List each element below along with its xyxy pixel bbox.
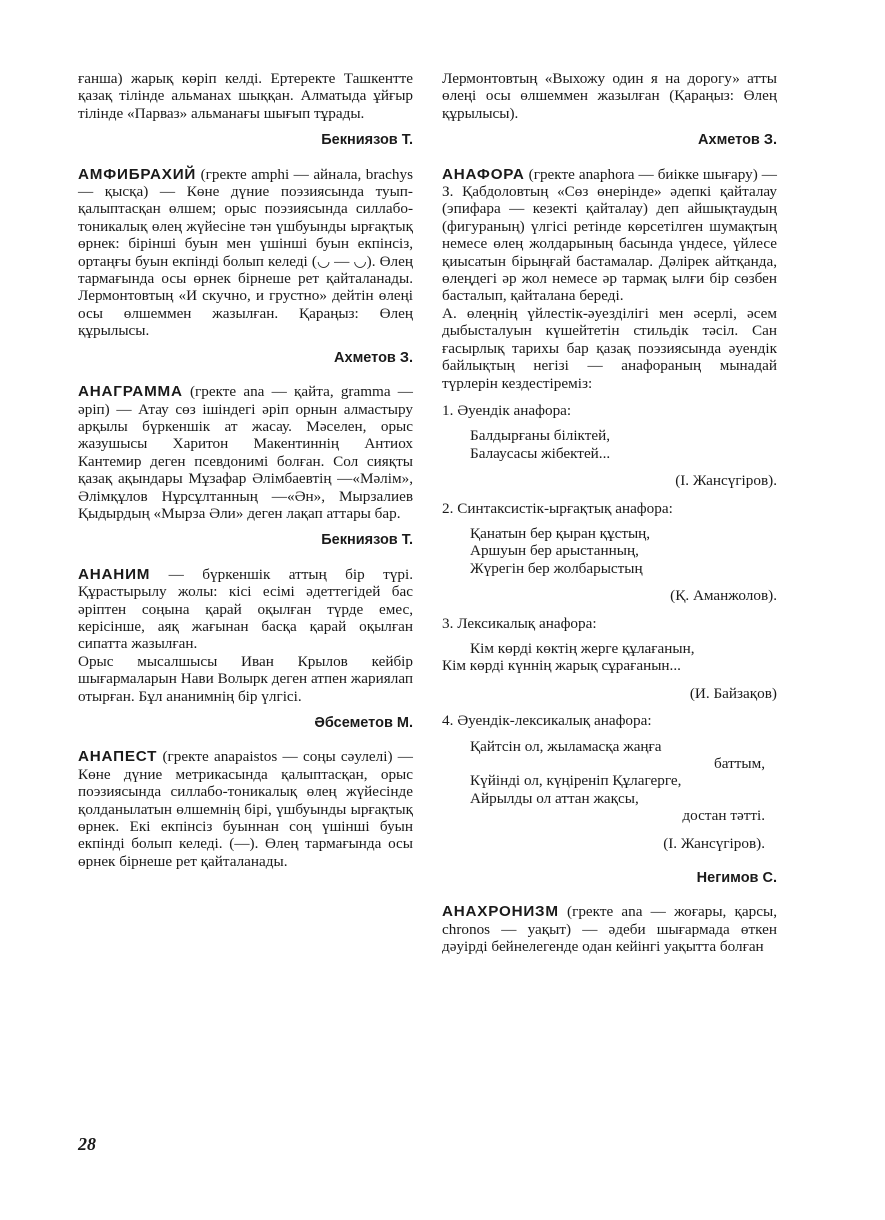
continued-paragraph: Лермонтовтың «Выхожу один я на дорогу» атты өлеңі осы өлшеммен жазылған (Қараңыз: Өлең құрылысы). — [442, 70, 777, 122]
verse-line: Қайтсін ол, жыламасқа жаңға — [470, 737, 662, 755]
entry-anachronism — [442, 903, 777, 955]
verse-quote-3 — [442, 640, 777, 675]
entry-text: (гректе anaphora — биікке шығару) — З. Қабдоловтың «Сөз өнерінде» әдепкі қайталау (эпифара — кезекті қайталау) деп айшықтаудың (фигураның) үлгісі ретінде көрсетілген шумақтың немесе өлең жолдарының басында үндесе, үйлесе қиысатын бірыңғай бастамалар. Дәлірек айтқанда, өлеңдегі әр жол немесе әр тармақ ылғи бір сөзбен басталып, қайталана береді. — [442, 165, 777, 305]
anaphora-type-1: 1. Әуендік анафора: — [442, 401, 572, 419]
verse-quote-1 — [470, 427, 777, 462]
entry-heading: АМФИБРАХИЙ — [78, 165, 197, 183]
verse-line: Күйінді ол, күңіреніп Құлагерге, — [470, 772, 682, 790]
author-signature: Әбсеметов М. — [314, 715, 413, 731]
verse-line: Кім көрді күннің жарық сұрағанын... — [442, 657, 681, 675]
verse-line: Балаусасы жібектей... — [470, 444, 611, 462]
verse-line: Жүрегін бер жолбарыстың — [470, 559, 643, 577]
author-signature: Бекниязов Т. — [321, 532, 413, 549]
entry-heading: АНАПЕСТ — [78, 748, 158, 766]
entry-ananim-cont: Орыс мысалшысы Иван Крылов кейбір шығармаларын Нави Волырк деген атпен жариялап отырған. Бұл ананимнің бір үлгісі. — [78, 652, 413, 705]
entry-text: (гректе anapaistos — соңы сәулелі) — Көне дүние метрикасында қалыптасқан, орыс поэзиясында силлабо-тоникалық өлең жүйесінде қолданылатын өлшемнің бірі, үшбуынды ырғақтық өрнек. Екі екпінсіз буыннан соң үшінші буын екпінді болып келеді. (—). Өлең тармағында осы өрнек бірнеше рет қайталанады. — [78, 748, 413, 870]
verse-line: Айрылды ол аттан жақсы, — [470, 789, 639, 807]
author-signature: Негимов С. — [696, 870, 777, 887]
verse-source: (И. Байзақов) — [689, 684, 777, 702]
anaphora-type-4: 4. Әуендік-лексикалық анафора: — [442, 712, 652, 730]
entry-anaphora — [442, 166, 777, 305]
entry-anagram — [78, 383, 413, 522]
verse-source: (І. Жансүгіров). — [663, 834, 765, 852]
verse-line: баттым, — [714, 755, 765, 772]
entry-heading: АНАНИМ — [78, 565, 151, 583]
verse-line: Қанатын бер қыран құстың, — [470, 524, 651, 542]
verse-quote-4 — [470, 738, 777, 825]
anaphora-type-2: 2. Синтаксистік-ырғақтық анафора: — [442, 499, 673, 517]
entry-heading: АНАФОРА — [442, 165, 525, 183]
anaphora-type-3: 3. Лексикалық анафора: — [442, 614, 597, 632]
author-signature: Ахметов З. — [334, 349, 413, 366]
entry-text: (гректе ana — жоғары, қарсы, chronos — уақыт) — әдеби шығармада өткен дәуірді бейнелегенде одан кейінгі уақытта болған — [442, 903, 777, 956]
author-signature: Бекниязов Т. — [321, 132, 413, 149]
left-column — [78, 70, 413, 870]
entry-heading: АНАГРАММА — [78, 383, 183, 401]
entry-text: (гректе ana — қайта, gramma — әріп) — Атау сөз ішіндегі әріп орнын алмастыру арқылы бүркеншік ат жасау. Мәселен, орыс жазушысы Харитон Макентиннің Антиох Кантемир деген псевдонимі болған. Сол сияқты қазақ ақындары Мұзафар Әлімбаевтің —«Мәлім», Әлімқұлов Нұрсұлтанның —«Ән», Мырзалиев Қыдырдың «Мырза Әли» деген лақап аттары бар. — [78, 383, 413, 522]
verse-source: (Қ. Аманжолов). — [670, 587, 777, 605]
entry-amphibrachium — [78, 166, 413, 340]
entry-ananim — [78, 566, 413, 653]
right-column — [442, 70, 777, 956]
entry-text: — бүркеншік аттың бір түрі. Құрастырылу жолы: кісі есімі әдеттегідей бас әріптен соңына қарай оқылған түрде емес, керісінше, аяқ жағынан басқа қарай оқылған сипатта жазылған. — [78, 565, 413, 653]
author-signature: Ахметов З. — [698, 132, 777, 149]
verse-quote-2 — [470, 525, 777, 577]
page-number: 28 — [78, 1134, 96, 1154]
entry-anapest — [78, 748, 413, 870]
verse-line: достан тәтті. — [682, 807, 765, 825]
verse-line: Аршуын бер арыстанның, — [470, 542, 639, 560]
verse-source: (І. Жансүгіров). — [675, 472, 777, 490]
entry-text: (гректе amphi — айнала, brachys — қысқа) — Көне дүние поэзиясында туып-қалыптасқан өлшем; орыс поэзиясында силлабо-тоникалық өлең жүйесіне тән үшбуынды ырғақтық өрнек: бірінші буын мен үшінші буын екпінсіз, ортаңғы буын екпінді болып келеді (◡ — ◡). Өлең тармағында осы өрнек бірнеше рет қайталанады. Лермонтовтың «И скучно, и грустно» дейтін өлеңі осы өлшеммен жазылған. Қараңыз: Өлең құрылысы. — [78, 165, 413, 340]
entry-anaphora-cont: А. өлеңнің үйлестік-әуезділігі мен әсерлі, әсем дыбысталуын күшейтетін стильдік тәсіл. Сан ғасырлық тарихы бар қазақ поэзиясында әуендік байлықтың негізі — анафораның мынадай түрлерін кездестіреміз: — [442, 304, 777, 392]
continued-paragraph: ғанша) жарық көріп келді. Ертеректе Ташкентте қазақ тілінде альманах шыққан. Алматыда ұйғыр тілінде «Парваз» альманағы шығып тұрады. — [78, 70, 413, 122]
verse-line: Кім көрді көктің жерге құлағанын, — [470, 639, 695, 657]
entry-heading: АНАХРОНИЗМ — [442, 903, 559, 921]
verse-line: Балдырғаны біліктей, — [470, 427, 611, 445]
